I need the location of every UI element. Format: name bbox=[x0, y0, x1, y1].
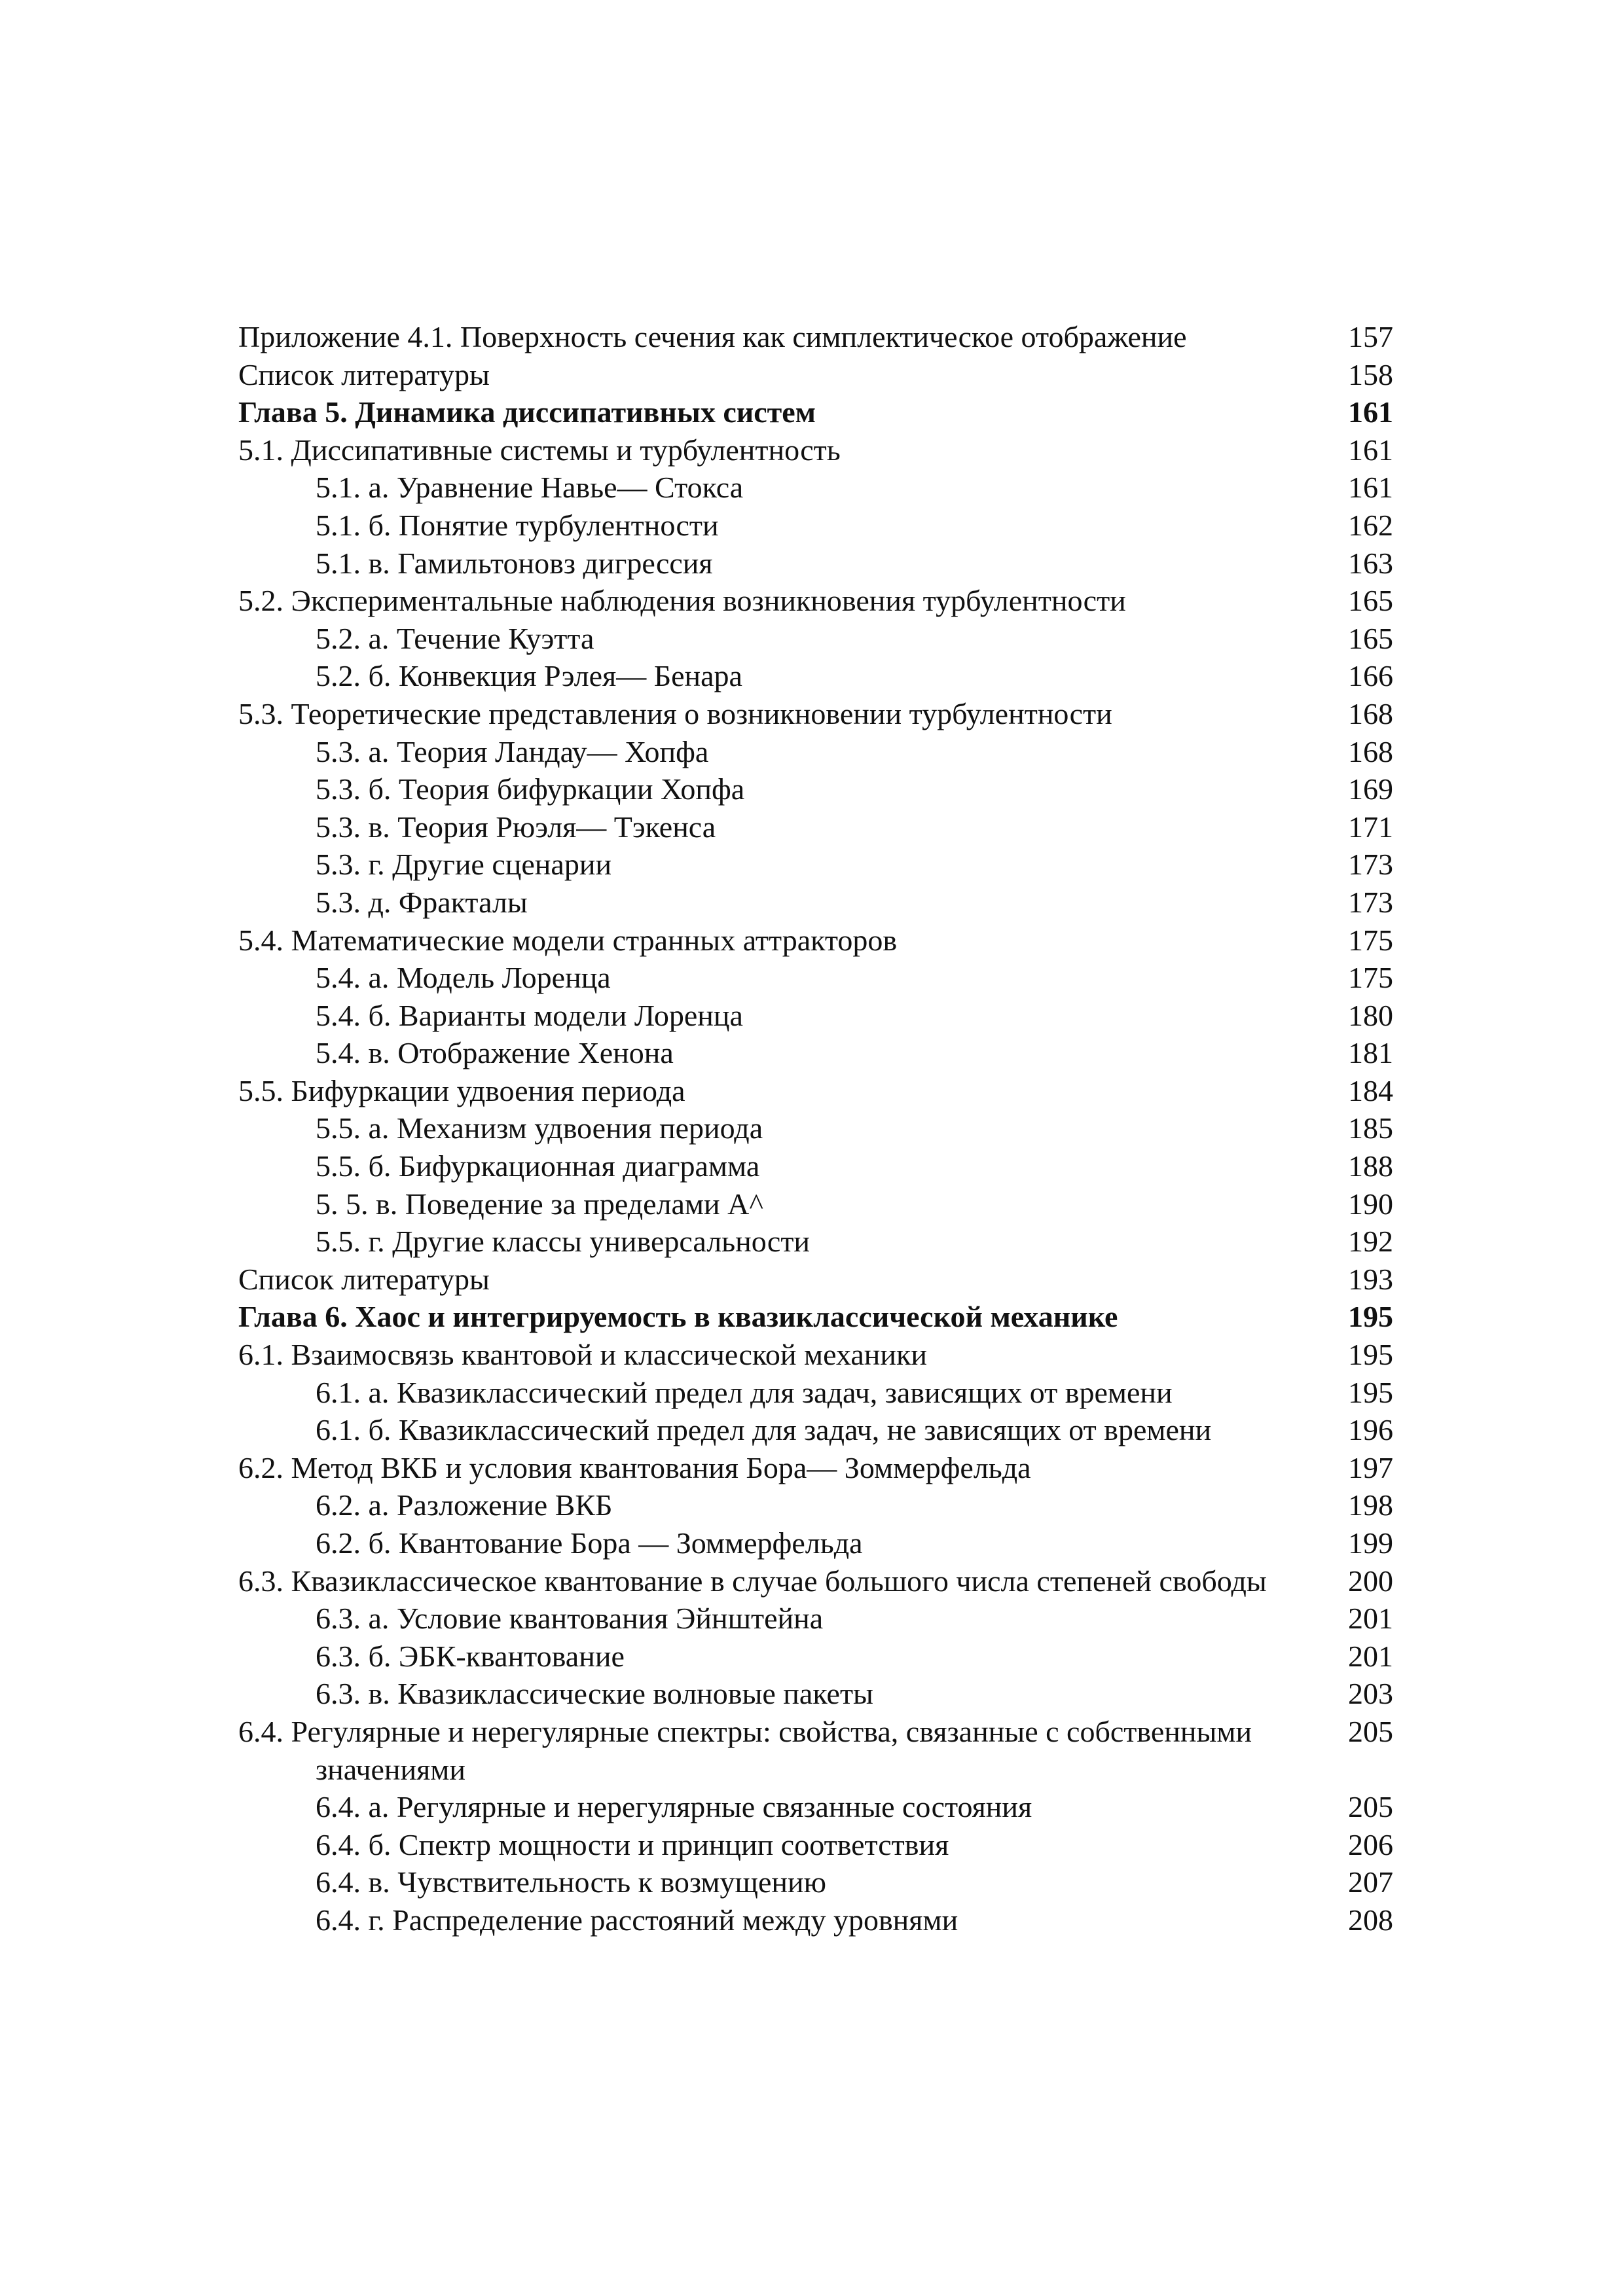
toc-entry-page: 190 bbox=[1348, 1187, 1393, 1221]
toc-entry-title: 5.5. Бифуркации удвоения периода bbox=[238, 1073, 685, 1107]
toc-entry-title: 6.2. а. Разложение ВКБ bbox=[316, 1488, 613, 1522]
toc-subentry[interactable] bbox=[238, 997, 1393, 1035]
toc-entry[interactable] bbox=[238, 582, 1393, 620]
toc-entry-page: 193 bbox=[1348, 1262, 1393, 1296]
toc-entry-page: 184 bbox=[1348, 1073, 1393, 1107]
toc-subentry[interactable] bbox=[238, 620, 1393, 658]
toc-subentry[interactable] bbox=[238, 733, 1393, 771]
toc-subentry[interactable] bbox=[238, 1185, 1393, 1223]
toc-subentry[interactable] bbox=[238, 1901, 1393, 1939]
toc-entry-title: 5.1. Диссипативные системы и турбулентность bbox=[238, 433, 841, 467]
toc-entry-page: 171 bbox=[1348, 810, 1393, 844]
toc-entry-page: 161 bbox=[1348, 395, 1393, 429]
toc-entry-title: 6.4. в. Чувствительность к возмущению bbox=[316, 1865, 826, 1899]
toc-entry-title: Приложение 4.1. Поверхность сечения как симплектическое отображение bbox=[238, 320, 1187, 353]
toc-subentry[interactable] bbox=[238, 469, 1393, 507]
toc-entry-title: 6.4. а. Регулярные и нерегулярные связанные состояния bbox=[316, 1790, 1032, 1824]
toc-entry-page: 158 bbox=[1348, 357, 1393, 391]
toc-entry-page: 181 bbox=[1348, 1036, 1393, 1070]
toc-entry-page: 180 bbox=[1348, 998, 1393, 1032]
toc-entry-page: 195 bbox=[1348, 1338, 1393, 1372]
toc-entry-title: 5.5. б. Бифуркационная диаграмма bbox=[316, 1149, 760, 1183]
toc-entry-title: 5.4. а. Модель Лоренца bbox=[316, 961, 611, 995]
toc-entry-page: 169 bbox=[1348, 772, 1393, 806]
toc-entry-page: 168 bbox=[1348, 734, 1393, 768]
toc-entry[interactable] bbox=[238, 1713, 1393, 1788]
toc-entry-title: 5.5. а. Механизм удвоения периода bbox=[316, 1111, 763, 1145]
toc-subentry[interactable] bbox=[238, 657, 1393, 695]
toc-subentry[interactable] bbox=[238, 1675, 1393, 1713]
toc-subentry[interactable] bbox=[238, 1638, 1393, 1676]
toc-entry-title: 6.3. Квазиклассическое квантование в случае большого числа степеней свободы bbox=[238, 1564, 1267, 1598]
toc-entry-page: 188 bbox=[1348, 1149, 1393, 1183]
toc-subentry[interactable] bbox=[238, 1486, 1393, 1524]
toc-subentry[interactable] bbox=[238, 1524, 1393, 1562]
toc-entry-title: 6.1. б. Квазиклассический предел для задач, не зависящих от времени bbox=[316, 1413, 1212, 1447]
toc-entry-title: 6.3. а. Условие квантования Эйнштейна bbox=[316, 1602, 824, 1636]
toc-entry-page: 205 bbox=[1348, 1714, 1393, 1748]
toc-entry[interactable] bbox=[238, 1562, 1393, 1600]
toc-entry-page: 166 bbox=[1348, 659, 1393, 693]
toc-entry-title: 5.3. Теоретические представления о возникновении турбулентности bbox=[238, 696, 1112, 730]
toc-entry-page: 163 bbox=[1348, 546, 1393, 580]
toc-entry-page: 168 bbox=[1348, 696, 1393, 730]
toc-entry-title: Глава 5. Динамика диссипативных систем bbox=[238, 395, 816, 429]
toc-subentry[interactable] bbox=[238, 1374, 1393, 1412]
toc-entry-title: 6.4. Регулярные и нерегулярные спектры: свойства, связанные с собственными значениями bbox=[238, 1714, 1252, 1786]
toc-entry[interactable] bbox=[238, 1261, 1393, 1299]
toc-entry-page: 195 bbox=[1348, 1300, 1393, 1334]
toc-entry-title: 5.3. г. Другие сценарии bbox=[316, 848, 612, 882]
toc-entry-title: Список литературы bbox=[238, 357, 490, 391]
toc-entry-title: 5.1. а. Уравнение Навье— Стокса bbox=[316, 471, 744, 505]
toc-entry-page: 200 bbox=[1348, 1564, 1393, 1598]
toc-entry-page: 201 bbox=[1348, 1639, 1393, 1673]
toc-entry[interactable] bbox=[238, 431, 1393, 469]
toc-entry-title: 6.3. в. Квазиклассические волновые пакеты bbox=[316, 1677, 873, 1711]
toc-entry-title: 5.5. г. Другие классы универсальности bbox=[316, 1225, 811, 1259]
toc-entry-title: Список литературы bbox=[238, 1262, 490, 1296]
toc-entry-title: 6.2. б. Квантование Бора — Зоммерфельда bbox=[316, 1526, 863, 1560]
toc-subentry[interactable] bbox=[238, 770, 1393, 808]
toc-subentry[interactable] bbox=[238, 1826, 1393, 1864]
toc-entry[interactable] bbox=[238, 695, 1393, 733]
toc-subentry[interactable] bbox=[238, 1109, 1393, 1147]
toc-subentry[interactable] bbox=[238, 1034, 1393, 1072]
toc-subentry[interactable] bbox=[238, 545, 1393, 583]
toc-entry-page: 195 bbox=[1348, 1375, 1393, 1409]
toc-entry[interactable] bbox=[238, 922, 1393, 960]
toc-entry-title: 6.1. Взаимосвязь квантовой и классической механики bbox=[238, 1338, 927, 1372]
toc-entry[interactable] bbox=[238, 1449, 1393, 1487]
toc-entry-page: 165 bbox=[1348, 621, 1393, 655]
toc-entry-page: 196 bbox=[1348, 1413, 1393, 1447]
toc-entry-page: 199 bbox=[1348, 1526, 1393, 1560]
toc-entry[interactable] bbox=[238, 1072, 1393, 1110]
toc-entry-page: 161 bbox=[1348, 471, 1393, 505]
toc-entry-title: 6.2. Метод ВКБ и условия квантования Бора— Зоммерфельда bbox=[238, 1450, 1031, 1484]
table-of-contents bbox=[238, 318, 1393, 1939]
toc-entry-title: 5.2. а. Течение Куэтта bbox=[316, 621, 594, 655]
toc-subentry[interactable] bbox=[238, 1600, 1393, 1638]
toc-chapter-heading[interactable] bbox=[238, 393, 1393, 431]
toc-chapter-heading[interactable] bbox=[238, 1298, 1393, 1336]
toc-entry-page: 203 bbox=[1348, 1677, 1393, 1711]
toc-entry-title: 5.2. б. Конвекция Рэлея— Бенара bbox=[316, 659, 742, 693]
toc-entry-title: 5.1. в. Гамильтоновз дигрессия bbox=[316, 546, 713, 580]
toc-subentry[interactable] bbox=[238, 507, 1393, 545]
toc-entry-title: 6.1. а. Квазиклассический предел для задач, зависящих от времени bbox=[316, 1375, 1173, 1409]
toc-entry-page: 208 bbox=[1348, 1903, 1393, 1937]
toc-subentry[interactable] bbox=[238, 1411, 1393, 1449]
toc-entry-page: 165 bbox=[1348, 584, 1393, 618]
toc-subentry[interactable] bbox=[238, 1863, 1393, 1901]
toc-entry-title: 5.3. а. Теория Ландау— Хопфа bbox=[316, 734, 709, 768]
toc-entry-title: 5.3. в. Теория Рюэля— Тэкенса bbox=[316, 810, 716, 844]
toc-entry-title: 5. 5. в. Поведение за пределами А^ bbox=[316, 1187, 763, 1221]
toc-entry-title: 5.4. в. Отображение Хенона bbox=[316, 1036, 674, 1070]
toc-entry[interactable] bbox=[238, 318, 1393, 356]
toc-entry-title: 5.4. Математические модели странных аттракторов bbox=[238, 923, 898, 957]
toc-entry[interactable] bbox=[238, 1336, 1393, 1374]
toc-entry-title: Глава 6. Хаос и интегрируемость в квазиклассической механике bbox=[238, 1300, 1118, 1334]
toc-entry-page: 198 bbox=[1348, 1488, 1393, 1522]
toc-entry[interactable] bbox=[238, 356, 1393, 394]
toc-entry-page: 173 bbox=[1348, 848, 1393, 882]
toc-entry-title: 6.4. б. Спектр мощности и принцип соответствия bbox=[316, 1827, 949, 1861]
toc-entry-title: 5.2. Экспериментальные наблюдения возникновения турбулентности bbox=[238, 584, 1126, 618]
toc-entry-page: 192 bbox=[1348, 1225, 1393, 1259]
toc-entry-title: 5.3. б. Теория бифуркации Хопфа bbox=[316, 772, 745, 806]
toc-entry-page: 175 bbox=[1348, 961, 1393, 995]
toc-entry-title: 5.3. д. Фракталы bbox=[316, 885, 528, 919]
toc-subentry[interactable] bbox=[238, 808, 1393, 846]
toc-entry-page: 162 bbox=[1348, 508, 1393, 542]
toc-entry-page: 161 bbox=[1348, 433, 1393, 467]
toc-entry-page: 197 bbox=[1348, 1450, 1393, 1484]
toc-subentry[interactable] bbox=[238, 1788, 1393, 1826]
toc-entry-page: 185 bbox=[1348, 1111, 1393, 1145]
toc-entry-page: 206 bbox=[1348, 1827, 1393, 1861]
toc-entry-title: 6.3. б. ЭБК-квантование bbox=[316, 1639, 625, 1673]
toc-entry-title: 5.1. б. Понятие турбулентности bbox=[316, 508, 719, 542]
toc-entry-page: 157 bbox=[1348, 320, 1393, 353]
toc-entry-page: 201 bbox=[1348, 1602, 1393, 1636]
toc-entry-page: 175 bbox=[1348, 923, 1393, 957]
toc-subentry[interactable] bbox=[238, 1147, 1393, 1185]
toc-subentry[interactable] bbox=[238, 846, 1393, 884]
toc-subentry[interactable] bbox=[238, 959, 1393, 997]
toc-entry-title: 5.4. б. Варианты модели Лоренца bbox=[316, 998, 743, 1032]
toc-entry-title: 6.4. г. Распределение расстояний между уровнями bbox=[316, 1903, 958, 1937]
toc-subentry[interactable] bbox=[238, 1223, 1393, 1261]
toc-entry-page: 173 bbox=[1348, 885, 1393, 919]
toc-entry-page: 205 bbox=[1348, 1790, 1393, 1824]
toc-subentry[interactable] bbox=[238, 884, 1393, 922]
toc-entry-page: 207 bbox=[1348, 1865, 1393, 1899]
